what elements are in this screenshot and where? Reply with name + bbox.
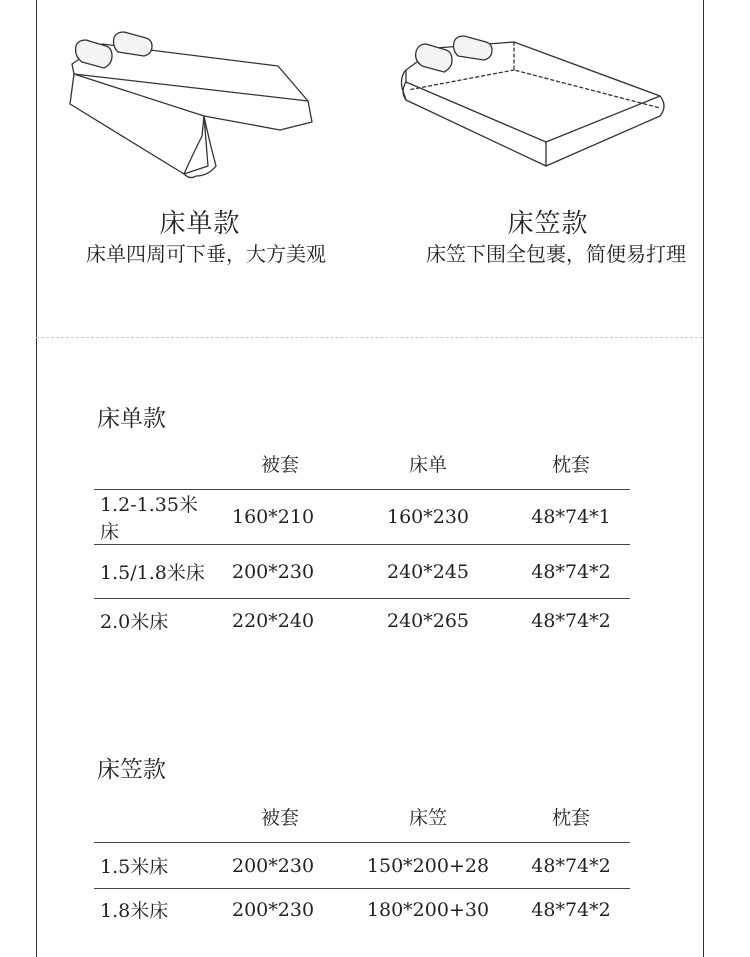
- bed-size-cell: 1.8米床: [100, 900, 169, 923]
- pillowcase-cell: 48*74*1: [512, 490, 630, 545]
- header-cell: 被套: [216, 437, 344, 490]
- bed-size-cell: 1.5米床: [94, 843, 216, 889]
- fitted-sheet-bed-icon: [396, 26, 671, 171]
- header-cell: [94, 790, 216, 843]
- fitted-style-title: 床笠款: [507, 209, 589, 239]
- sheet-cell: 240*245: [344, 545, 512, 599]
- header-cell: 床单: [344, 437, 512, 490]
- header-cell: 被套: [216, 790, 344, 843]
- header-cell: 枕套: [512, 790, 630, 843]
- flat-style-desc: 床单四周可下垂，大方美观: [86, 242, 326, 266]
- fitted-section-title: 床笠款: [97, 757, 166, 783]
- table-row: [94, 545, 630, 599]
- duvet-cover-cell: 160*210: [216, 490, 344, 545]
- bed-size-cell: 1.2-1.35米床: [94, 490, 216, 545]
- flat-sheet-bed-icon: [66, 26, 316, 181]
- table-row: [94, 889, 630, 931]
- duvet-cover-cell: 200*230: [216, 545, 344, 599]
- header-cell: 枕套: [512, 437, 630, 490]
- bed-size-cell: 2.0米床: [100, 611, 169, 634]
- right-border-line: [703, 0, 704, 957]
- sheet-cell: 240*265: [386, 609, 470, 632]
- header-cell: 床笠: [344, 790, 512, 843]
- pillowcase-cell: 48*74*2: [512, 545, 630, 599]
- duvet-cover-cell: 200*230: [232, 898, 315, 921]
- fitted-size-table: [94, 790, 630, 931]
- table-header-row: [94, 437, 630, 490]
- sheet-cell: 160*230: [344, 490, 512, 545]
- duvet-cover-cell: 220*240: [232, 609, 315, 632]
- left-border-line: [36, 0, 37, 957]
- duvet-cover-cell: 200*230: [216, 843, 344, 889]
- pillowcase-cell: 48*74*2: [531, 898, 611, 921]
- header-cell: [94, 437, 216, 490]
- pillowcase-cell: 48*74*2: [512, 843, 630, 889]
- flat-size-table: [94, 437, 630, 643]
- table-row: [94, 843, 630, 889]
- fitted-sheet-cell: 180*200+30: [366, 898, 490, 921]
- fitted-sheet-cell: 150*200+28: [344, 843, 512, 889]
- table-row: [94, 599, 630, 643]
- flat-section-title: 床单款: [97, 406, 166, 432]
- flat-style-title: 床单款: [159, 209, 241, 239]
- table-row: [94, 490, 630, 545]
- fitted-style-desc: 床笠下围全包裹，简便易打理: [426, 242, 686, 266]
- table-header-row: [94, 790, 630, 843]
- pillowcase-cell: 48*74*2: [531, 609, 611, 632]
- bed-size-cell: 1.5/1.8米床: [94, 545, 216, 599]
- dashed-divider: [36, 337, 703, 338]
